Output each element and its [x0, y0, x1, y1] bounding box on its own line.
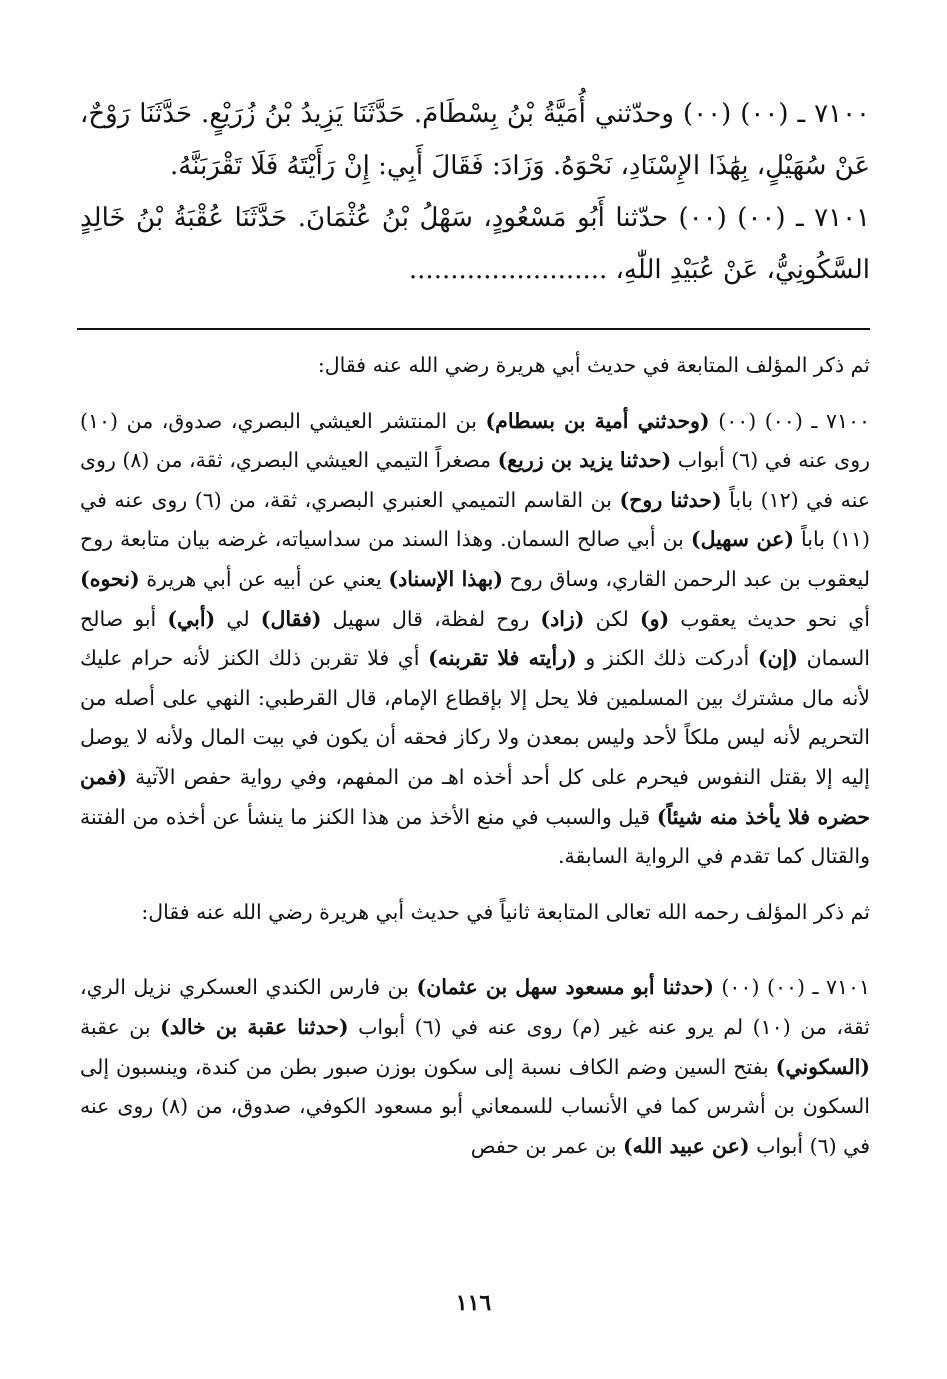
- quoted-phrase: (السكوني): [775, 1054, 870, 1079]
- commentary-intro-1: ثم ذكر المؤلف المتابعة في حديث أبي هريرة رضي الله عنه فقال:: [317, 353, 870, 377]
- text-segment: بن القاسم التميمي العنبري البصري، ثقة، من (٦) روى عنه في (١١) باباً: [80, 487, 870, 552]
- quoted-narrator: (حدثنا أبو مسعود سهل بن عثمان): [416, 975, 714, 1000]
- page-number: ١١٦: [455, 1290, 492, 1316]
- quoted-phrase: (زاد): [540, 606, 585, 631]
- text-segment: يعني عن أبيه عن أبي هريرة: [139, 566, 389, 591]
- quoted-phrase: (فمن حضره فلا يأخذ منه شيئاً): [80, 764, 870, 829]
- text-segment: بن المنتشر العيشي البصري، صدوق، من (١٠) روى عنه في (٦) أبواب: [80, 408, 870, 473]
- commentary-7101: [80, 968, 870, 1166]
- text-segment: بن عمر بن حفص: [470, 1133, 623, 1158]
- quoted-phrase: (بهذا الإسناد): [388, 566, 503, 591]
- text-segment: قيل والسبب في منع الأخذ من هذا الكنز ما ينشأ عن أخذه من الفتنة والقتال كما تقدم في الرواية السابقة.: [80, 804, 870, 869]
- quoted-narrator: (عن عبيد الله): [622, 1133, 750, 1158]
- commentary-7100: [80, 402, 870, 877]
- quoted-narrator: (وحدثني أمية بن بسطام): [485, 408, 710, 433]
- quoted-phrase: (أبي): [167, 606, 216, 631]
- text-segment: بفتح السين وضم الكاف نسبة إلى سكون بوزن صبور بطن من كندة، وينسبون إلى السكون بن أشرس كما في الأنساب للسمعاني أبو مسعود الكوفي، صدوق، من (٨) روى عنه في (٦) أبواب: [80, 1054, 870, 1158]
- commentary-intro-2: ثم ذكر المؤلف رحمه الله تعالى المتابعة ثانياً في حديث أبي هريرة رضي الله عنه فقال:: [141, 899, 870, 924]
- quoted-phrase: (رأيته فلا تقربنه): [428, 646, 577, 671]
- quoted-phrase: (و): [639, 606, 670, 631]
- quoted-narrator: (عن سهيل): [690, 527, 795, 552]
- text-segment: أي فلا تقربن ذلك الكنز لأنه حرام عليك لأنه مال مشترك بين المسلمين فلا يحل إلا بإقطاع الإمام، قال القرطبي: النهي على أصله من التحريم لأنه ليس ملكاً لأحد وليس بمعدن ولا ركاز فحقه أن يكون في بيت المال ولأنه لا يوصل إليه إلا بقتل النفوس فيحرم على كل أحد أخذه اهـ من المفهم، وفي رواية حفص الآتية: [80, 646, 870, 789]
- text-segment: بن فارس الكندي العسكري نزيل الري، ثقة، من (١٠) لم يرو عنه غير (م) روى عنه في (٦) أبواب: [80, 975, 871, 1039]
- text-segment: أبو صالح السمان: [80, 606, 870, 671]
- book-page: [80, 88, 870, 1166]
- text-segment: أي نحو حديث يعقوب: [669, 606, 871, 631]
- text-segment: ٧١٠٠ ـ (٠٠) (٠٠): [709, 408, 870, 433]
- text-segment: روح لفظة، قال سهيل: [321, 606, 541, 631]
- text-segment: بن عقبة: [80, 1014, 161, 1039]
- hadith-7100-text: ٧١٠٠ ـ (٠٠) (٠٠) وحدّثني أُمَيَّةُ بْنُ بِسْطَامَ. حَدَّثَنَا يَزِيدُ بْنُ زُرَيْعٍ. حَدَّثَنَا رَوْحٌ، عَنْ سُهَيْلٍ، بِهَٰذَا الإِسْنَادِ، نَحْوَهُ. وَزَادَ: فَقَالَ أَبِي: إِنْ رَأَيْتَهُ فَلَا تَقْرَبَنَّهُ.: [80, 99, 870, 181]
- quoted-narrator: (حدثنا يزيد بن زريع): [497, 448, 672, 473]
- text-segment: ٧١٠١ ـ (٠٠) (٠٠): [713, 975, 871, 1000]
- text-segment: مصغراً التيمي العيشي البصري، ثقة، من (٨) روى عنه في (١٢) باباً: [80, 448, 871, 512]
- quoted-phrase: (نحوه): [80, 566, 140, 591]
- quoted-narrator: (حدثنا عقبة بن خالد): [160, 1014, 349, 1039]
- footnote-divider: [77, 328, 870, 330]
- text-segment: بن أبي صالح السمان. وهذا السند من سداسياته، غرضه بيان متابعة روح ليعقوب بن عبد الرحمن القاري، وساق روح: [80, 527, 870, 591]
- hadith-7101-text: ٧١٠١ ـ (٠٠) (٠٠) حدّثنا أَبُو مَسْعُودٍ، سَهْلُ بْنُ عُثْمَانَ. حَدَّثَنَا عُقْبَةُ بْنُ خَالِدٍ السَّكُونِيُّ، عَنْ عُبَيْدِ اللّٰهِ، ........................: [80, 203, 871, 285]
- text-segment: لكن: [584, 606, 640, 631]
- quoted-phrase: (إن): [757, 646, 798, 671]
- text-segment: لي: [215, 606, 261, 631]
- text-segment: أدركت ذلك الكنز و: [576, 646, 758, 671]
- quoted-phrase: (فقال): [260, 606, 322, 631]
- quoted-narrator: (حدثنا روح): [619, 487, 722, 512]
